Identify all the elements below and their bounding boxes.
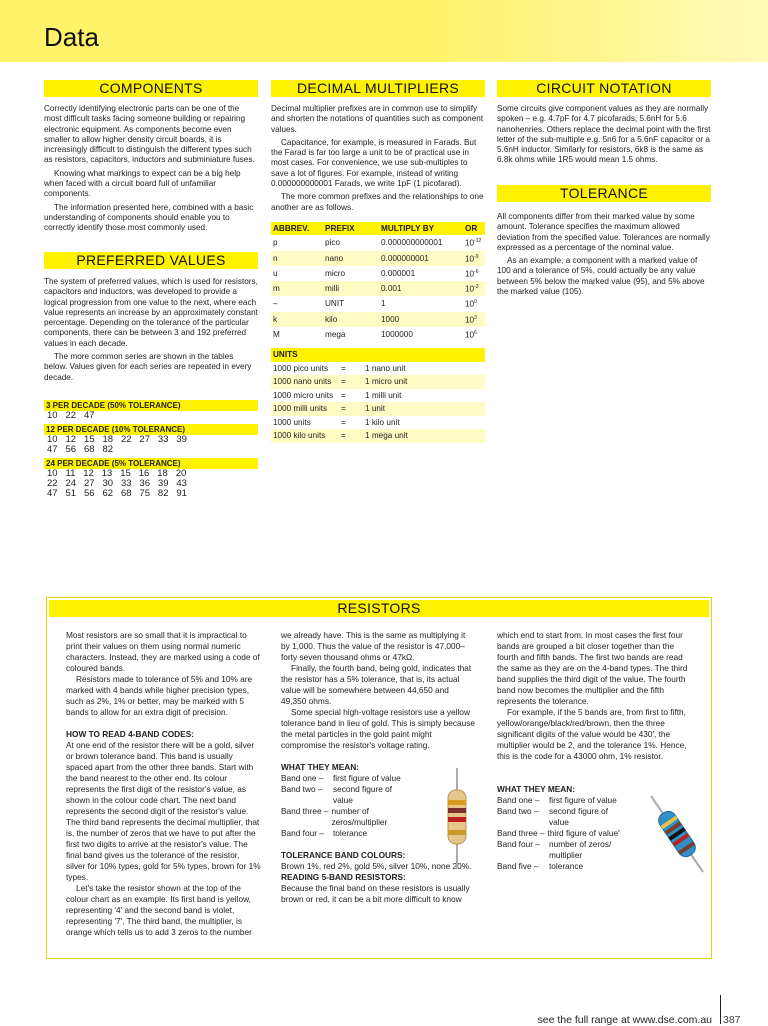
res-c2p3: Some special high-voltage resistors use a yellow tolerance band in lieu of gold. This is simply because the metal particles in the gold paint might compromise the resistor's voltage rating.: [281, 707, 476, 750]
components-p1: Correctly identifying electronic parts can be one of the most difficult tasks facing someone building or repairing electronic equipment. As components become even smaller to allow higher density circuit boards, it is increasingly difficult to distinguish the different types such as resistors, capacitors, inductors and subminiature fuses.: [44, 104, 255, 165]
band-item: Band one – first figure of value: [497, 795, 617, 805]
table-row: p pico 0.000000000001 $10^{-12}$: [273, 238, 482, 249]
page-title: Data: [44, 22, 99, 52]
res-c3p1: which end to start from. In most cases the first four bands are grouped a bit closer together than the fourth and fifth bands. The first two bands are read the same as they are on the 4-band types. The third band supplies the third digit of the value. The fourth band now becomes the multiplier and the fifth represents the tolerance.: [497, 630, 688, 706]
band-item: Band five – tolerance: [497, 861, 584, 871]
res-c2p2: Finally, the fourth band, being gold, indicates that the resistor has a 5% tolerance, that is, its actual value will be somewhere between 44,650 and 49,350 ohms.: [281, 663, 472, 706]
res-c1-heading: HOW TO READ 4-BAND CODES:: [66, 729, 194, 739]
res-c1p4: Let's take the resistor shown at the top of the colour chart as an example. Its first band is yellow, representing '4' and the second band is violet, representing '7'. The third band, the multiplier, is orange which tells us to add 3 zeros to the number: [66, 883, 252, 937]
table-header-row: [271, 222, 485, 236]
tolerance-section: [497, 185, 711, 300]
series-row: 10 22 47: [47, 409, 95, 421]
series-3: [44, 400, 258, 421]
series-label: 24 PER DECADE (5% TOLERANCE): [44, 458, 258, 469]
preferred-values-section: [44, 252, 258, 499]
res-c2-heading-3: READING 5-BAND RESISTORS:: [281, 872, 406, 882]
components-p3: The information presented here, combined with a basic understanding of components should enable you to correctly identify those most commonly used.: [44, 202, 254, 233]
res-c1p1: Most resistors are so small that it is impractical to print their values on them using normal numeric characters. Instead, they are marked using a code of coloured bands.: [66, 630, 260, 673]
units-header-row: [271, 348, 485, 362]
circuit-notation-heading: CIRCUIT NOTATION: [497, 80, 711, 97]
table-row: 1000 kilo units = 1 mega unit: [271, 429, 485, 443]
components-p2: Knowing what markings to expect can be a big help when faced with a circuit board full of unfamiliar components.: [44, 168, 241, 199]
res-c2p4: Brown 1%, red 2%, gold 5%, silver 10%, none 20%.: [281, 861, 472, 871]
decimal-p3: The more common prefixes and the relationships to one another are as follows.: [271, 192, 484, 212]
resistors-col-1: [66, 630, 261, 938]
decimal-multipliers-section: [271, 80, 485, 443]
band-list-4: [281, 773, 411, 839]
components-heading: COMPONENTS: [44, 80, 258, 97]
preferred-values-heading: PREFERRED VALUES: [44, 252, 258, 269]
footer-divider: [720, 995, 721, 1024]
res-c3-heading: WHAT THEY MEAN:: [497, 784, 576, 794]
circuit-notation-section: [497, 80, 711, 169]
series-row: 47 51 56 62 68 75 82 91: [47, 487, 187, 499]
col-multiply: MULTIPLY BY: [379, 222, 463, 236]
table-row: 1000 pico units = 1 nano unit: [273, 363, 406, 373]
band-item: Band three – number of zeros/multiplier: [281, 806, 388, 827]
series-label: 12 PER DECADE (10% TOLERANCE): [44, 424, 258, 435]
units-table: [271, 348, 485, 443]
res-c3p2: For example, if the 5 bands are, from first to fifth, yellow/orange/black/red/brown, then the three significant digits of the value would be 430', the multiplier would be 2, and the tolerance 1%. Hence, this is the code for a 43000 ohm, 1% resistor.: [497, 707, 687, 761]
resistors-section: [46, 597, 712, 959]
decimal-p1: Decimal multiplier prefixes are in common use to simplify and shorten the notations of quantities such as component values.: [271, 104, 484, 134]
res-c1p3: At one end of the resistor there will be a gold, silver or brown tolerance band. This band is usually spaced apart from the other three bands. Start with the band nearest to the other end. Its colour represents the first digit of the resistor's value, as shown in the colour code chart. The next band represents the second digit of the resistor's value. The third band represents the decimal multiplier, that is, the number of zeros that we have to put after the first two digits to arrive at the resistor's value. The final band gives us the tolerance of the resistor, silver for 10% types, gold for 5% types, brown for 1% types.: [66, 740, 261, 882]
circuit-p1: Some circuits give component values as they are normally spoken – e.g. 4.7pF for 4.7 picofarads, 5.6nH for 5.6 nanohenries. Others replace the decimal point with the first letter of the sub-multiple e.g. 5n6 for a 5.6nF capacitor or a 5.6nH inductor. Similarly for resistors, 6k8 is the same as 6.8k ohms while 1R5 would mean 1.5 ohms.: [497, 104, 711, 165]
table-row: 1000 milli units = 1 unit: [271, 402, 485, 416]
band-item: Band one – first figure of value: [281, 773, 401, 783]
components-section: [44, 80, 258, 237]
multiplier-table: [271, 222, 485, 342]
band-item: Band two – second figure of value: [281, 784, 393, 805]
tolerance-p1: All components differ from their marked value by some amount. Tolerance specifies the maximum allowed deviation from the specified value. Tolerances are normally expressed as a percentage of the nominal value.: [497, 212, 710, 252]
table-row: u micro 0.000001 $10^{-6}$: [273, 268, 479, 279]
col-prefix: PREFIX: [323, 222, 379, 236]
series-row: 10 11 12 13 15 16 18 20: [47, 467, 187, 479]
band-item: Band four – number of zeros/ multiplier: [497, 839, 612, 860]
band-item: Band four – tolerance: [281, 828, 368, 838]
preferred-p1: The system of preferred values, which is used for resistors, capacitors and inductors, was developed to provide a logical progression from one value to the next, where each value represents an increase by an approximately constant percentage. Depending on the tolerance of the particular components, there can be between 3 and 192 preferred values in each decade.: [44, 277, 258, 348]
resistors-heading: RESISTORS: [49, 600, 709, 617]
tolerance-p2: As an example, a component with a marked value of 100 and a tolerance of 5%, could actually be any value between 5% below the marked value (95), and 5% above the marked value (105).: [497, 256, 705, 297]
series-row: 47 56 68 82: [47, 443, 114, 455]
decimal-p2: Capacitance, for example, is measured in Farads. But the Farad is far too large a unit to be of practical use in most cases. For convenience, we use sub-multiples to save a lot of figures. For example, instead of writing 0.000000000001 Farads, we write 1pF (1 picofarad).: [271, 137, 477, 189]
table-row: – UNIT 1 $10^0$: [273, 299, 477, 310]
series-12: [44, 424, 258, 455]
table-row: m milli 0.001 $10^{-3}$: [271, 281, 485, 296]
footer-text: see the full range at www.dse.com.au: [537, 1014, 712, 1026]
band-item: Band two – second figure of value: [497, 806, 609, 827]
tolerance-heading: TOLERANCE: [497, 185, 711, 202]
table-row: 1000 micro units = 1 milli unit: [273, 390, 402, 400]
series-row: 22 24 27 30 33 36 39 43: [47, 477, 187, 489]
table-row: 1000 nano units = 1 micro unit: [271, 375, 485, 389]
table-row: k kilo 1000 $10^3$: [271, 312, 485, 327]
series-row: 10 12 15 18 22 27 33 39: [47, 433, 187, 445]
series-label: 3 PER DECADE (50% TOLERANCE): [44, 400, 258, 411]
page-header: [0, 0, 768, 62]
page-number: 387: [723, 1014, 741, 1026]
band-item: Band three – third figure of value': [497, 828, 620, 838]
series-24: [44, 458, 258, 499]
decimal-multipliers-heading: DECIMAL MULTIPLIERS: [271, 80, 485, 97]
preferred-p2: The more common series are shown in the tables below. Values given for each series are repeated in every decade.: [44, 352, 252, 382]
res-c2p5: Because the final band on these resistors is usually brown or red, it can be a bit more difficult to know: [281, 883, 470, 904]
units-header: UNITS: [271, 348, 485, 362]
res-c2-heading-2: TOLERANCE BAND COLOURS:: [281, 850, 406, 860]
res-c2p1: we already have. This is the same as multiplying it by 1,000. Thus the value of the resistor is 47,000– forty seven thousand ohms or 47kΩ.: [281, 630, 466, 662]
table-row: 1000 units = 1 kilo unit: [273, 417, 400, 427]
band-list-5: [497, 795, 625, 872]
res-c1p2: Resistors made to tolerance of 5% and 10% are marked with 4 bands while higher precision types, such as 2%, 1% or better, may be marked with 5 bands to allow for an extra digit of precision.: [66, 674, 253, 717]
five-band-resistor-image: [647, 794, 707, 874]
table-row: M mega 1000000 $10^6$: [273, 329, 477, 340]
col-abbrev: ABBREV.: [271, 222, 323, 236]
four-band-resistor-image: [437, 768, 477, 868]
res-c2-heading-1: WHAT THEY MEAN:: [281, 762, 360, 772]
col-or: OR: [463, 222, 485, 236]
table-row: n nano 0.000000001 $10^{-9}$: [271, 251, 485, 266]
